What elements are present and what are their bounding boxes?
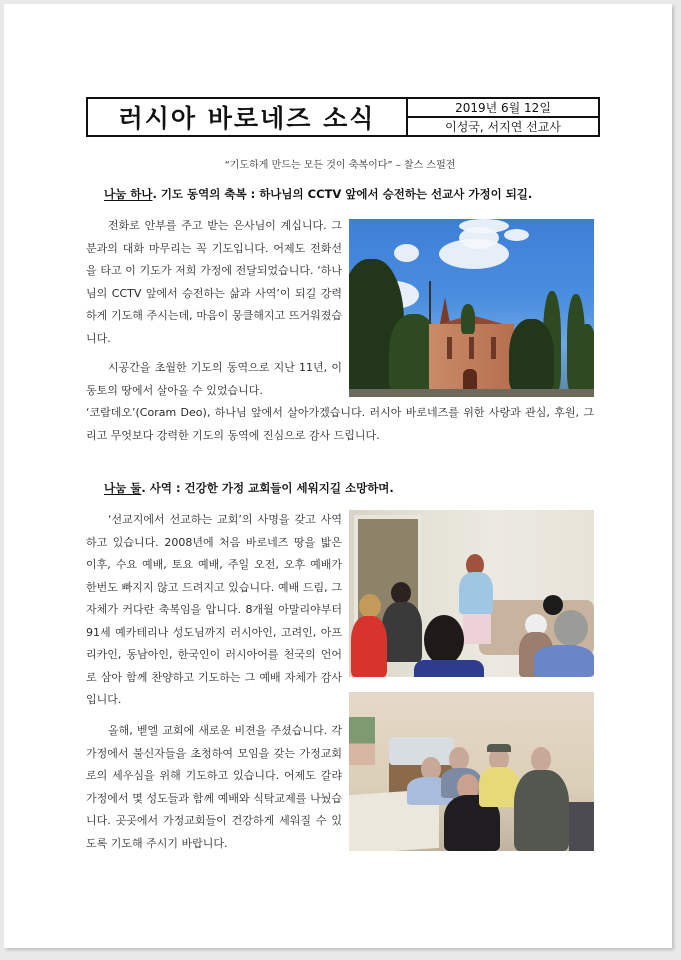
section-2-paragraph-1: ‘선교지에서 선교하는 교회’의 사명을 갖고 사역하고 있습니다. 2008년에 처음 바로네즈 땅을 밟은 이후, 수요 예배, 토요 예배, 주일 오전, 오후 예배가 한번도 빠지지 않고 드려지고 있습니다. 예배 드림, 그 자체가 커다란 축복임을 압니다. 8개월 아말리야부터 91세 예카테리나 성도님까지 러시아인, 고려인, 아프리카인, 동남아인, 한국인이 러시아어를 천국의 언어로 삼아 함께 찬양하고 기도하는 그 예배 자체가 감사입니다. [86, 513, 342, 706]
section-1-paragraph-2: 시공간을 초월한 기도의 동역으로 지난 11년, 이 동토의 땅에서 살아올 수 있었습니다. [86, 361, 342, 397]
section-1-heading [104, 186, 532, 202]
section-2-title: . 사역 : 건강한 가정 교회들이 세워지길 소망하며. [141, 481, 394, 495]
newsletter-page [4, 4, 672, 948]
section-2-heading [104, 480, 394, 496]
newsletter-title: 러시아 바로네즈 소식 [88, 99, 408, 135]
section-1-paragraph-1: 전화로 안부를 주고 받는 은사님이 계십니다. 그분과의 대화 마무리는 꼭 기도입니다. 어제도 전화선을 타고 이 기도가 저희 가정에 전달되었습니다. ‘하나님의 CCTV 앞에서 승전하는 삶과 사역’이 되길 강력하게 기도해 주시는데, 마음이 뭉클해지고 뜨거워졌습니다. [86, 219, 342, 345]
church-photo [349, 219, 594, 397]
section-1-title: . 기도 동역의 축복 : 하나님의 CCTV 앞에서 승전하는 선교사 가정이 되길. [152, 187, 533, 201]
issue-date: 2019년 6월 12일 [455, 101, 551, 115]
gathering-photo [349, 510, 594, 677]
family-photo [349, 692, 594, 851]
authors: 이성국, 서지연 선교사 [408, 116, 598, 135]
masthead-meta [408, 99, 598, 135]
masthead [86, 97, 600, 137]
epigraph-quote: “기도하게 만드는 모든 것이 축복이다” – 찰스 스펄전 [224, 160, 456, 171]
section-2-paragraph-2: 올해, 벧엘 교회에 새로운 비젼을 주셨습니다. 각 가정에서 불신자들을 초청하여 모임을 갖는 가정교회로의 세우심을 위해 기도하고 있습니다. 어제도 갈랴 가정에서 몇 성도들과 함께 예배와 식탁교제를 나눴습니다. 곳곳에서 가정교회들이 건강하게 세워질 수 있도록 기도해 주시기 바랍니다. [86, 724, 342, 850]
section-1-paragraph-3: ‘코람데오’(Coram Deo), 하나님 앞에서 살아가겠습니다. 러시아 바로네즈를 위한 사랑과 관심, 후원, 그리고 무엇보다 강력한 기도의 동역에 진심으로 감사 드립니다. [86, 406, 594, 442]
section-2-label: 나눔 둘 [104, 481, 142, 495]
section-1-label: 나눔 하나 [104, 187, 153, 201]
